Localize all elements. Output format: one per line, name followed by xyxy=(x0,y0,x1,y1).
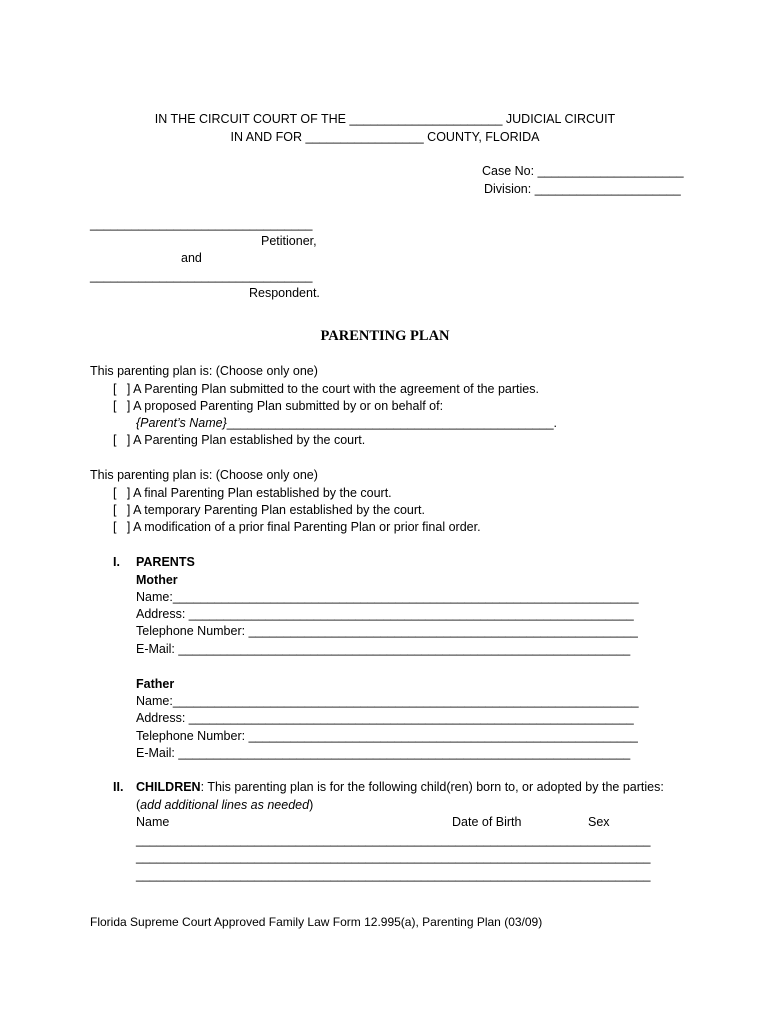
and-label: and xyxy=(181,251,202,265)
mother-telephone-field: Telephone Number: ________________________________________________________ xyxy=(136,624,638,638)
mother-name-field: Name:___________________________________________________________________ xyxy=(136,590,639,604)
court-header-line2: IN AND FOR _________________ COUNTY, FLORIDA xyxy=(230,130,540,144)
column-header-sex: Sex xyxy=(588,815,610,829)
option-proposed: [ ] A proposed Parenting Plan submitted by or on behalf of: xyxy=(113,399,444,413)
children-intro-line xyxy=(136,779,664,796)
option-modification: [ ] A modification of a prior final Parenting Plan or prior final order. xyxy=(113,520,481,534)
child-row-line: __________________________________________________________________________ xyxy=(136,833,651,847)
father-address-field: Address: ________________________________________________________________ xyxy=(136,711,634,725)
division-field: Division: _____________________ xyxy=(484,182,681,196)
children-intro: : This parenting plan is for the following child(ren) born to, or adopted by the parties: xyxy=(200,780,664,794)
respondent-label: Respondent. xyxy=(249,286,320,300)
child-row-line: __________________________________________________________________________ xyxy=(136,850,651,864)
parent-name-field xyxy=(136,415,557,432)
plan-type-intro-2: This parenting plan is: (Choose only one) xyxy=(90,468,318,482)
father-email-field: E-Mail: _________________________________________________________________ xyxy=(136,746,631,760)
child-row-line: __________________________________________________________________________ xyxy=(136,868,651,882)
option-temporary: [ ] A temporary Parenting Plan established by the court. xyxy=(113,503,425,517)
column-header-dob: Date of Birth xyxy=(452,815,522,829)
court-header-line1: IN THE CIRCUIT COURT OF THE ______________________ JUDICIAL CIRCUIT xyxy=(154,112,616,126)
father-heading: Father xyxy=(136,677,175,691)
children-note-open: ( xyxy=(136,798,141,812)
mother-email-field: E-Mail: _________________________________________________________________ xyxy=(136,642,631,656)
mother-address-field: Address: ________________________________________________________________ xyxy=(136,607,634,621)
page-title: PARENTING PLAN xyxy=(320,328,450,344)
children-note-text: add additional lines as needed xyxy=(140,798,310,812)
father-telephone-field: Telephone Number: ________________________________________________________ xyxy=(136,729,638,743)
option-agreement: [ ] A Parenting Plan submitted to the court with the agreement of the parties. xyxy=(113,382,539,396)
father-name-field: Name:___________________________________________________________________ xyxy=(136,694,639,708)
plan-type-intro: This parenting plan is: (Choose only one) xyxy=(90,364,318,378)
parent-name-line: _______________________________________________. xyxy=(226,416,558,430)
respondent-line: ________________________________ xyxy=(90,269,313,283)
petitioner-line: ________________________________ xyxy=(90,217,313,231)
parents-heading: PARENTS xyxy=(136,555,195,569)
section-numeral-children: II. xyxy=(113,780,124,794)
petitioner-label: Petitioner, xyxy=(261,234,317,248)
children-heading: CHILDREN xyxy=(136,780,201,794)
form-footer: Florida Supreme Court Approved Family Law Form 12.995(a), Parenting Plan (03/09) xyxy=(90,915,543,929)
mother-heading: Mother xyxy=(136,573,178,587)
children-note xyxy=(136,797,313,814)
option-established: [ ] A Parenting Plan established by the court. xyxy=(113,433,366,447)
column-header-name: Name xyxy=(136,815,170,829)
option-final: [ ] A final Parenting Plan established by the court. xyxy=(113,486,392,500)
children-note-close: ) xyxy=(309,798,314,812)
case-number-field: Case No: _____________________ xyxy=(482,164,684,178)
parent-name-label: {Parent’s Name} xyxy=(136,416,227,430)
section-numeral-parents: I. xyxy=(113,555,120,569)
